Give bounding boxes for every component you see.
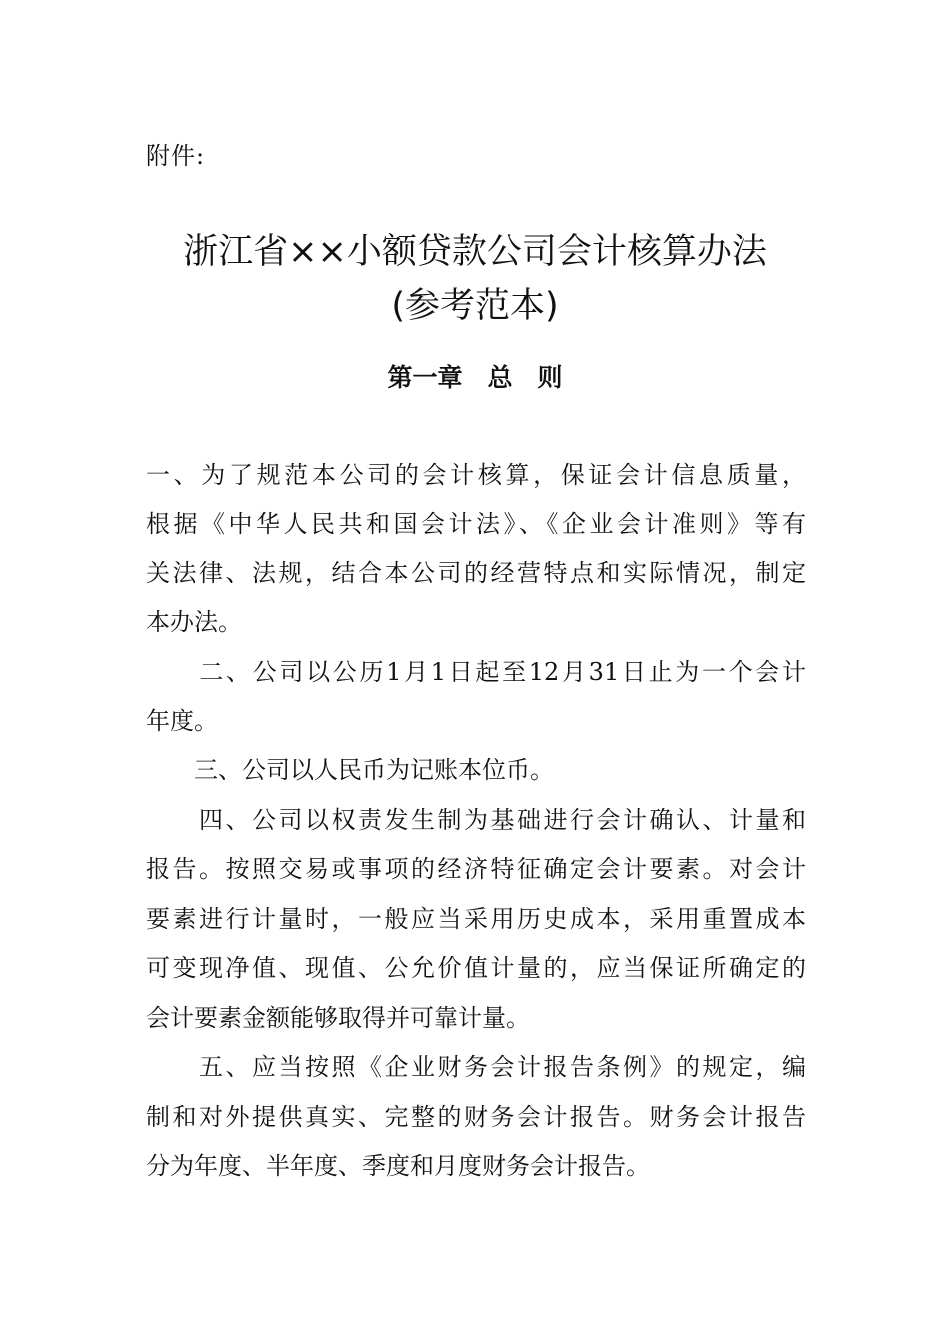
body-line: 会计要素金额能够取得并可靠计量。	[146, 1004, 530, 1032]
chapter-heading: 第一章 总 则	[387, 363, 563, 392]
document-title: 浙江省××小额贷款公司会计核算办法	[183, 232, 767, 272]
body-line: 关法律、法规，结合本公司的经营特点和实际情况，制定	[146, 559, 806, 587]
body-line: 四、公司以权责发生制为基础进行会计确认、计量和	[146, 806, 806, 834]
body-line: 年度。	[146, 707, 218, 735]
body-line: 可变现净值、现值、公允价值计量的，应当保证所确定的	[146, 954, 806, 982]
body-line: 分为年度、半年度、季度和月度财务会计报告。	[146, 1152, 650, 1180]
body-line: 制和对外提供真实、完整的财务会计报告。财务会计报告	[146, 1103, 806, 1131]
body-line: 三、公司以人民币为记账本位币。	[146, 756, 554, 784]
body-line: 根据《中华人民共和国会计法》、《企业会计准则》等有	[146, 510, 806, 538]
body-line: 一、为了规范本公司的会计核算，保证会计信息质量，	[146, 461, 806, 489]
document-subtitle: (参考范本)	[391, 286, 559, 326]
attachment-label: 附件:	[146, 142, 206, 170]
body-line: 本办法。	[146, 608, 242, 636]
body-line: 报告。按照交易或事项的经济特征确定会计要素。对会计	[146, 855, 806, 883]
body-line: 要素进行计量时，一般应当采用历史成本，采用重置成本	[146, 905, 806, 933]
body-line: 二、公司以公历1月1日起至12月31日止为一个会计	[146, 658, 806, 686]
body-line: 五、应当按照《企业财务会计报告条例》的规定，编	[146, 1053, 806, 1081]
